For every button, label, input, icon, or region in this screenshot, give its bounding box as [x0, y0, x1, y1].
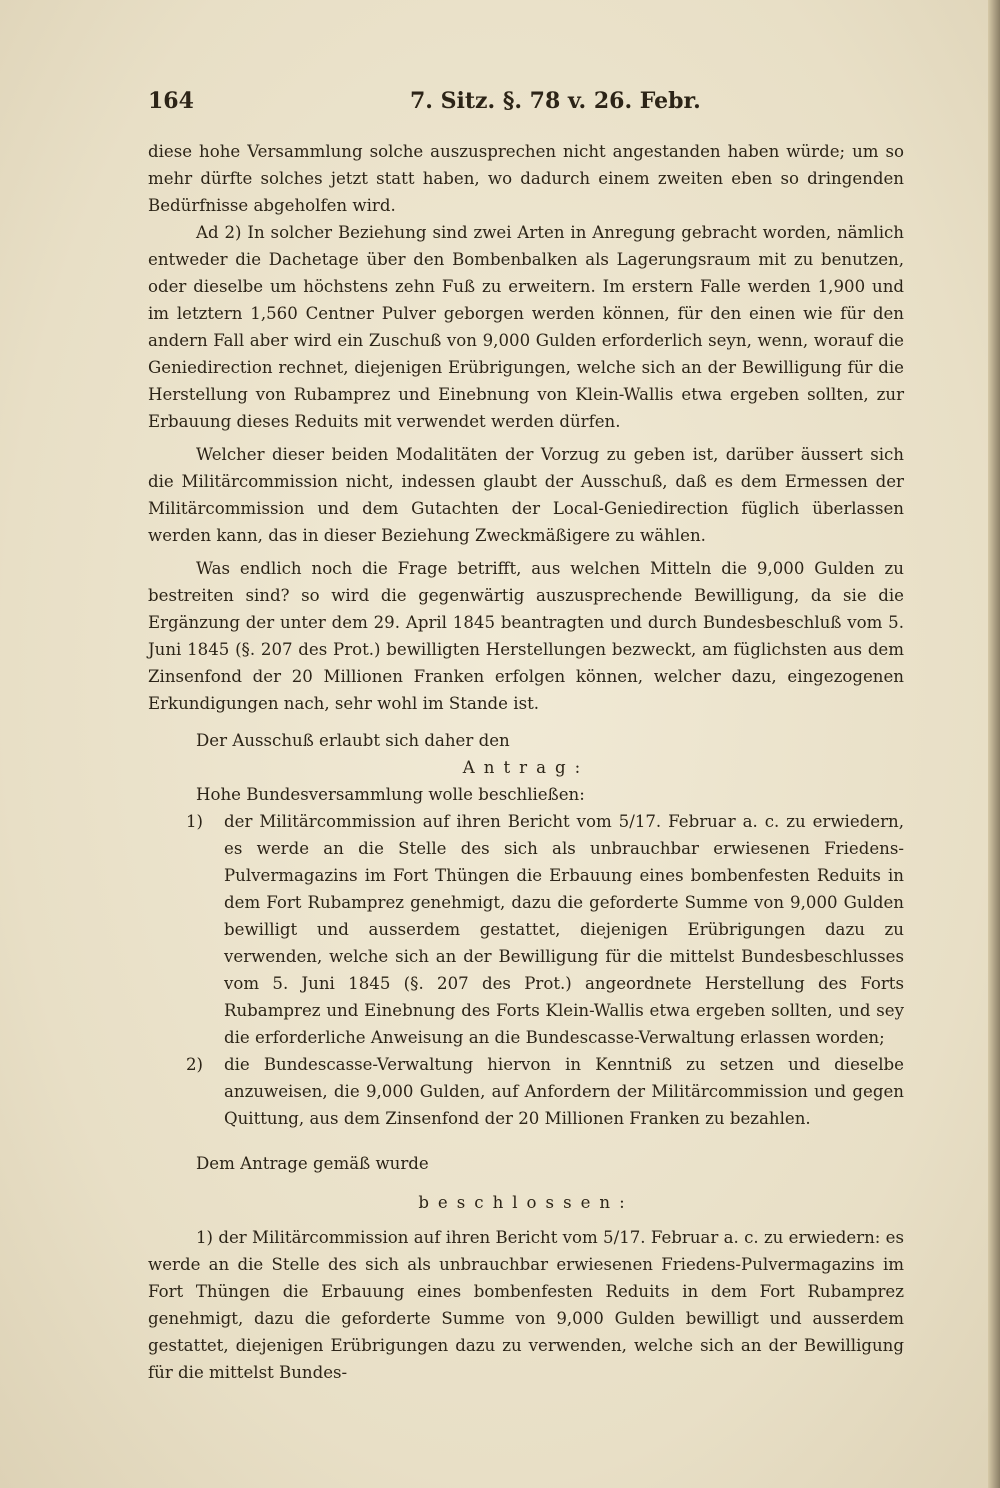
paragraph-ad-2: Ad 2) In solcher Beziehung sind zwei Arten in Anregung gebracht worden, nämlich entweder die Dachetage über den Bombenbalken als Lagerungsraum mit zu benutzen, oder dieselbe um höchstens zehn Fuß zu erweitern. Im erstern Falle werden 1,900 und im letztern 1,560 Centner Pulver geborgen werden können, für den einen wie für den andern Fall aber wird ein Zuschuß von 9,000 Gulden erforderlich seyn, wenn, worauf die Geniedirection rechnet, diejenigen Erübrigungen, welche sich an der Bewilligung für die Herstellung von Rubamprez und Einebnung von Klein-Wallis etwa ergeben sollten, zur Erbauung dieses Reduits mit verwendet werden dürfen. [148, 223, 904, 431]
running-head: 7. Sitz. §. 78 v. 26. Febr. [410, 88, 701, 114]
motion-item [186, 808, 904, 1051]
item-number: 1) [186, 812, 204, 831]
paragraph-modalities: Welcher dieser beiden Modalitäten der Vorzug zu geben ist, darüber äussert sich die Militärcommission nicht, indessen glaubt der Ausschuß, daß es dem Ermessen der Militärcommission und dem Gutachten der Local-Geniedirection füglich überlassen werden kann, das in dieser Beziehung Zweckmäßigere zu wählen. [148, 445, 904, 545]
item-text: der Militärcommission auf ihren Bericht vom 5/17. Februar a. c. zu erwiedern: es werde an die Stelle des sich als unbrauchbar erwiesenen Friedens-Pulvermagazins im Fort Thüngen die Erbauung eines bombenfesten Reduits in dem Fort Rubamprez genehmigt, dazu die geforderte Summe von 9,000 Gulden bewilligt und ausserdem gestattet, diejenigen Erübrigungen dazu zu verwenden, welche sich an der Bewilligung für die mittelst Bundes- [148, 1228, 905, 1382]
page-number: 164 [148, 88, 194, 114]
paragraph-continuation: diese hohe Versammlung solche auszusprechen nicht angestanden haben würde; um so mehr dürfte solches jetzt statt haben, wo dadurch einem zweiten eben so dringenden Bedürfnisse abgeholfen wird. [148, 142, 904, 215]
page-header [148, 88, 904, 120]
motion-lead: Hohe Bundesversammlung wolle beschließen: [196, 785, 585, 804]
item-text: der Militärcommission auf ihren Bericht vom 5/17. Februar a. c. zu erwiedern, es werde an die Stelle des sich als unbrauchbar erwiesenen Friedens-Pulvermagazins im Fort Thüngen die Erbauung eines bombenfesten Reduits in dem Fort Rubamprez genehmigt, dazu die geforderte Summe von 9,000 Gulden bewilligt und ausserdem gestattet, diejenigen Erübrigungen dazu zu verwenden, welche sich an der Bewilligung für die mittelst Bundesbeschlusses vom 5. Juni 1845 (§. 207 des Prot.) angeordnete Herstellung des Forts Rubamprez und Einebnung des Forts Klein-Wallis etwa ergeben sollten, und sey die erforderliche Anweisung an die Bundescasse-Verwaltung erlassen worden; [224, 812, 904, 1047]
resolution-item [148, 1224, 904, 1386]
resolution-item-text [148, 1224, 904, 1386]
resolution-heading: beschlossen: [418, 1193, 634, 1212]
item-number: 2) [186, 1055, 204, 1074]
motion-heading: Antrag: [462, 758, 590, 777]
motion-list [148, 808, 904, 1132]
paragraph-funding: Was endlich noch die Frage betrifft, aus welchen Mitteln die 9,000 Gulden zu bestreiten sind? so wird die gegenwärtig auszusprechende Bewilligung, da sie die Ergänzung der unter dem 29. April 1845 beantragten und durch Bundesbeschluß vom 5. Juni 1845 (§. 207 des Prot.) bewilligten Herstellungen bezweckt, am füglichsten aus dem Zinsenfond der 20 Millionen Franken erfolgen können, welcher dazu, eingezogenen Erkundigungen nach, sehr wohl im Stande ist. [148, 559, 904, 713]
motion-section [148, 727, 904, 1132]
resolution-intro: Dem Antrage gemäß wurde [196, 1154, 429, 1173]
page-edge-shadow [988, 0, 1000, 1488]
item-number: 1) [196, 1228, 214, 1247]
item-text: die Bundescasse-Verwaltung hiervon in Kenntniß zu setzen und dieselbe anzuweisen, die 9,000 Gulden, auf Anfordern der Militärcommission und gegen Quittung, aus dem Zinsenfond der 20 Millionen Franken zu bezahlen. [224, 1055, 904, 1128]
motion-intro: Der Ausschuß erlaubt sich daher den [196, 731, 510, 750]
resolution-section [148, 1150, 904, 1386]
motion-item [186, 1051, 904, 1132]
page-body [148, 138, 904, 1386]
